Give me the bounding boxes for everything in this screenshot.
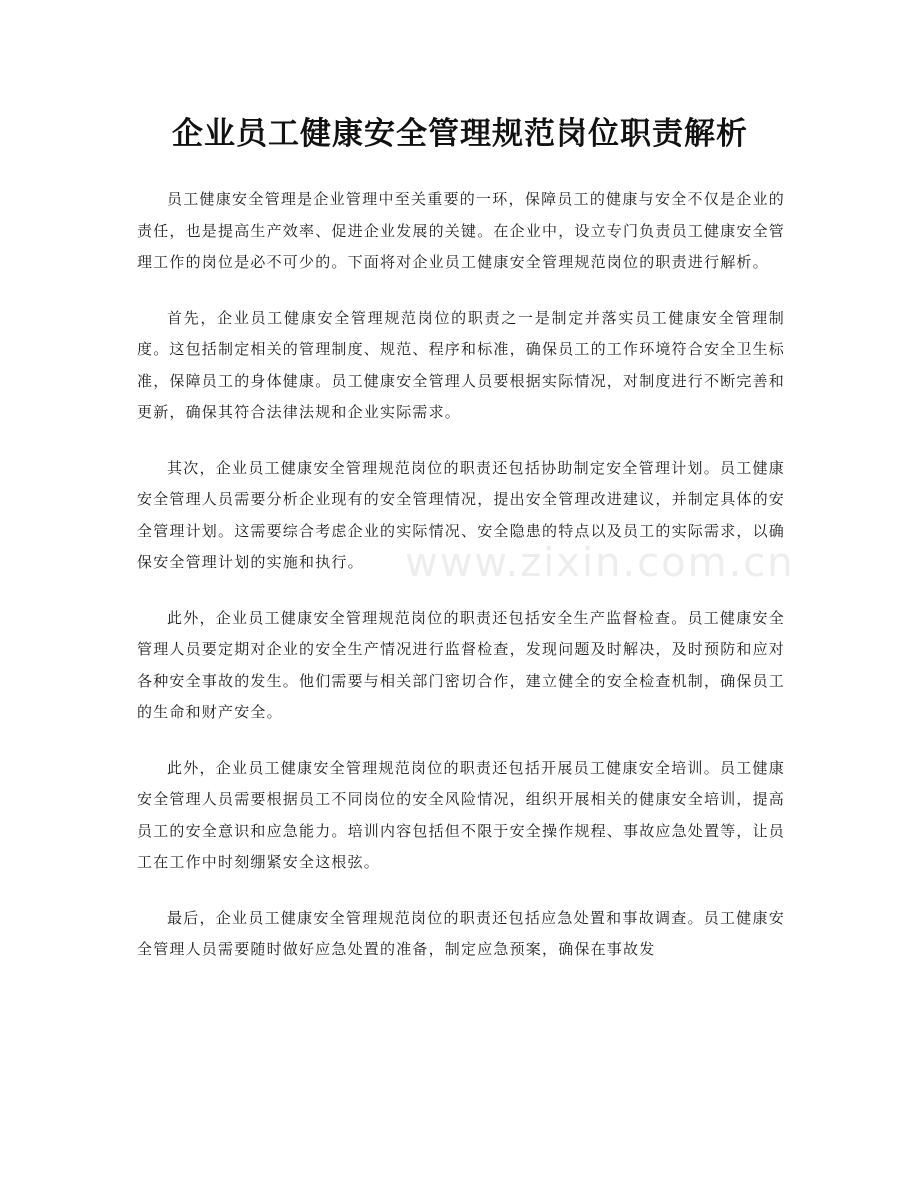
watermark: www.zixin.com.cn	[405, 540, 795, 586]
document-body	[137, 184, 785, 990]
paragraph-second: 其次，企业员工健康安全管理规范岗位的职责还包括协助制定安全管理计划。员工健康安全管理人员需要分析企业现有的安全管理情况，提出安全管理改进建议，并制定具体的安全管理计划。这需要综合考虑企业的实际情况、安全隐患的特点以及员工的实际需求，以确保安全管理计划的实施和执行。	[137, 458, 786, 571]
paragraph-last: 最后，企业员工健康安全管理规范岗位的职责还包括应急处置和事故调查。员工健康安全管理人员需要随时做好应急处置的准备，制定应急预案，确保在事故发	[137, 908, 785, 958]
paragraph-training: 此外，企业员工健康安全管理规范岗位的职责还包括开展员工健康安全培训。员工健康安全管理人员需要根据员工不同岗位的安全风险情况，组织开展相关的健康安全培训，提高员工的安全意识和应急能力。培训内容包括但不限于安全操作规程、事故应急处置等，让员工在工作中时刻绷紧安全这根弦。	[137, 758, 786, 871]
paragraph-intro: 员工健康安全管理是企业管理中至关重要的一环，保障员工的健康与安全不仅是企业的责任，也是提高生产效率、促进企业发展的关键。在企业中，设立专门负责员工健康安全管理工作的岗位是必不可少的。下面将对企业员工健康安全管理规范岗位的职责进行解析。	[137, 190, 786, 271]
paragraph-first: 首先，企业员工健康安全管理规范岗位的职责之一是制定并落实员工健康安全管理制度。这包括制定相关的管理制度、规范、程序和标准，确保员工的工作环境符合安全卫生标准，保障员工的身体健康。员工健康安全管理人员要根据实际情况，对制度进行不断完善和更新，确保其符合法律法规和企业实际需求。	[137, 308, 786, 421]
paragraph-supervision: 此外，企业员工健康安全管理规范岗位的职责还包括安全生产监督检查。员工健康安全管理人员要定期对企业的安全生产情况进行监督检查，发现问题及时解决，及时预防和应对各种安全事故的发生。他们需要与相关部门密切合作，建立健全的安全检查机制，确保员工的生命和财产安全。	[137, 608, 786, 721]
document-title: 企业员工健康安全管理规范岗位职责解析	[172, 116, 748, 152]
